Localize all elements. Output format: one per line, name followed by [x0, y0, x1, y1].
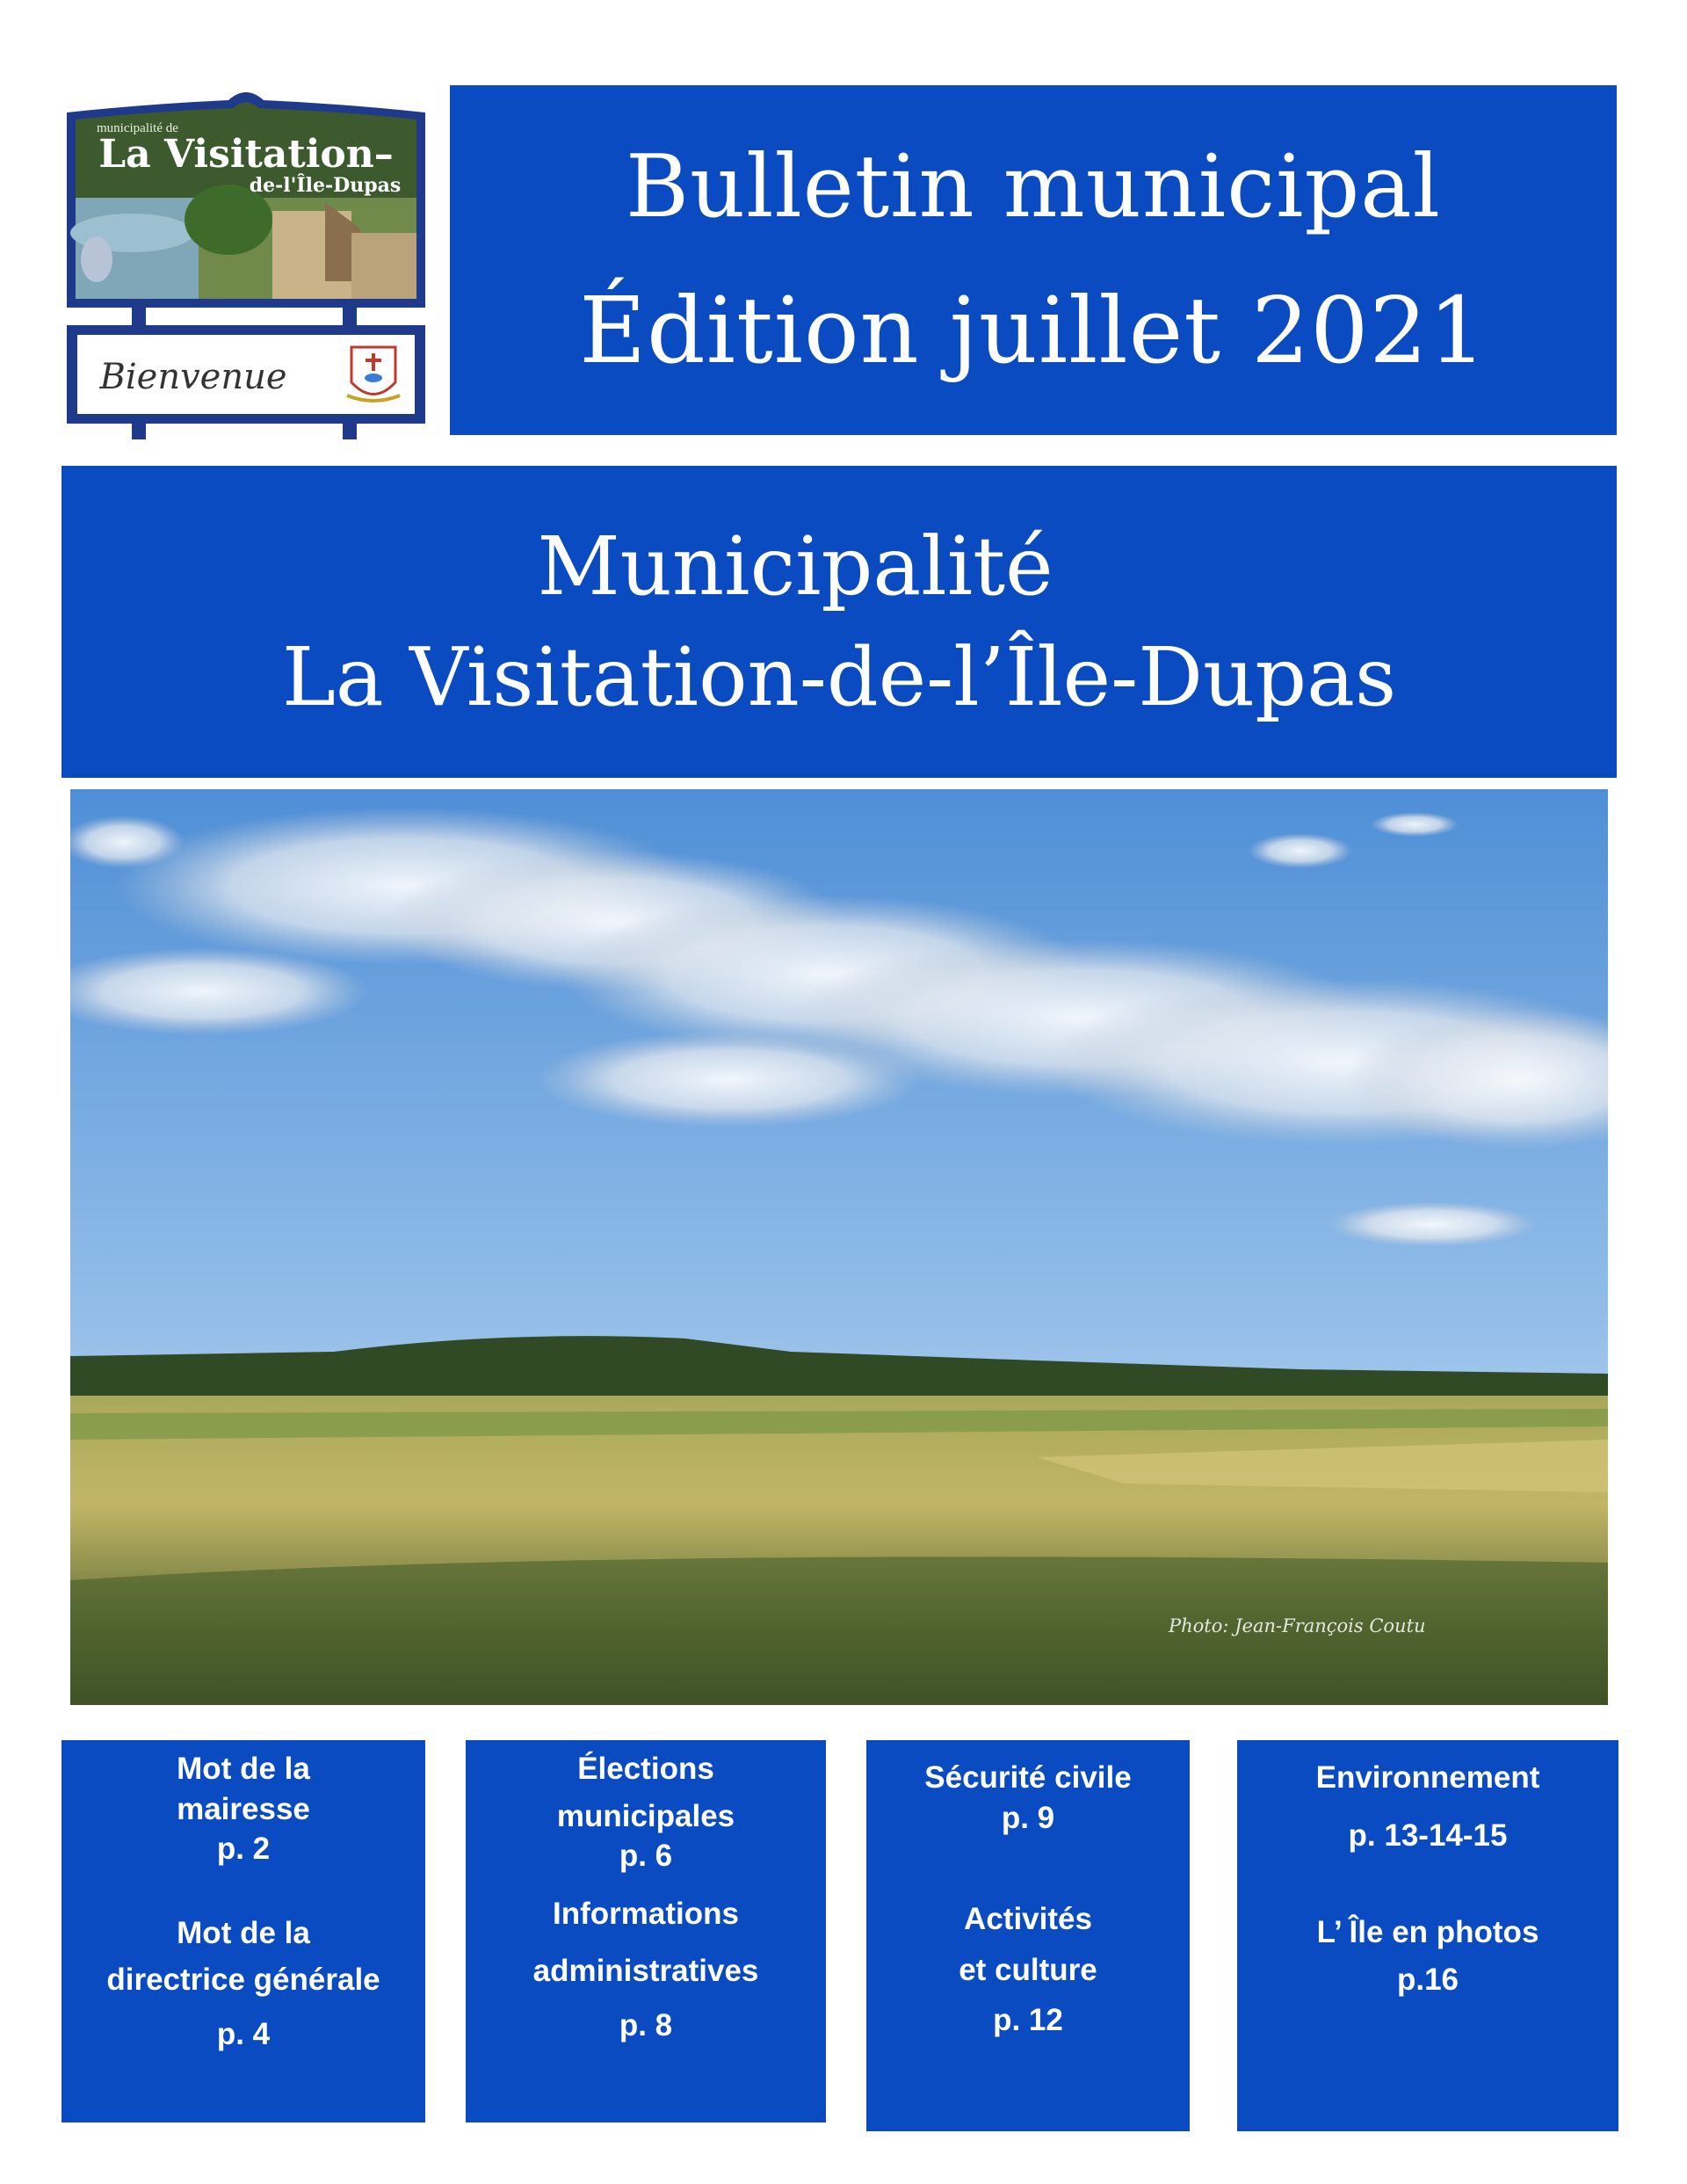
toc-box-environment: [1237, 1740, 1618, 2131]
toc-text: Mot de la: [177, 1915, 310, 1950]
photo-credit: Photo: Jean-François Coutu: [1169, 1615, 1426, 1636]
municipality-label: Municipalité: [537, 519, 1053, 613]
toc-page: p. 6: [619, 1839, 673, 1873]
logo-name-line1: La Visitation–: [98, 132, 394, 177]
municipality-logo-sign: [62, 79, 431, 448]
toc-page: p. 4: [216, 2016, 271, 2051]
toc-page: p. 13-14-15: [1348, 1818, 1508, 1853]
toc-text: Sécurité civile: [924, 1760, 1132, 1795]
toc-box-mayor: [62, 1740, 425, 2122]
toc-box-elections: [466, 1740, 826, 2122]
toc-text: Activités: [964, 1902, 1092, 1936]
toc-text: Informations: [553, 1896, 739, 1931]
toc-text: administratives: [532, 1954, 759, 1988]
toc-text: directrice générale: [106, 1963, 380, 1997]
toc-text: Environnement: [1315, 1760, 1540, 1795]
toc-box-civil-security: [866, 1740, 1190, 2131]
edition-date: Édition juillet 2021: [579, 277, 1488, 384]
toc-page: p. 8: [619, 2007, 673, 2043]
toc-text: Élections: [577, 1752, 714, 1786]
toc-page: p.16: [1396, 1962, 1459, 1997]
logo-welcome-text: Bienvenue: [99, 357, 287, 397]
toc-text: L’ Île en photos: [1316, 1915, 1539, 1949]
toc-text: mairesse: [177, 1791, 310, 1826]
municipality-name: La Visitation-de-l’Île-Dupas: [281, 629, 1397, 724]
landscape-photo: [70, 789, 1608, 1705]
toc-page: p. 12: [993, 2003, 1063, 2037]
municipality-name-box: [62, 466, 1617, 778]
logo-small-text: municipalité de: [97, 121, 178, 135]
toc-text: Mot de la: [177, 1752, 310, 1786]
toc-page: p. 2: [216, 1832, 271, 1866]
bulletin-title: Bulletin municipal: [625, 137, 1442, 237]
logo-name-line2: de-l'Île-Dupas: [249, 174, 402, 197]
toc-page: p. 9: [1001, 1800, 1055, 1835]
toc-text: municipales: [556, 1798, 735, 1833]
bulletin-title-box: [450, 85, 1617, 435]
toc-text: et culture: [959, 1952, 1097, 1987]
